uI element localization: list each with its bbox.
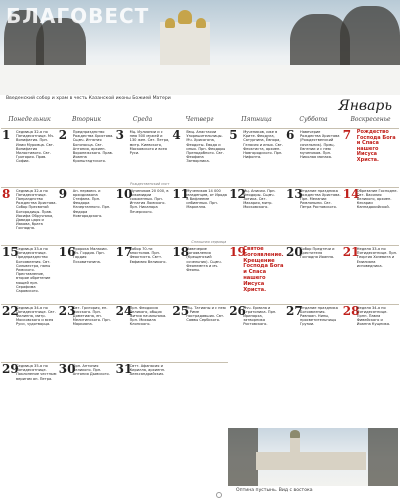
watermark-logo: БЛАГОВЕСТ <box>6 4 150 28</box>
day-number: 3 <box>115 128 124 142</box>
day-cell-feast <box>342 128 399 187</box>
day-cell <box>285 304 342 363</box>
day-saints: Седмица 34-я по Пятидесятнице. Свт. Филиппа, митр. Московского и всея Руси, чудотворца. <box>16 305 56 327</box>
day-saints: Неделя 34-я по Пятидесятнице. Прпп. Павла Фивейского и Иоанна Кущника. <box>356 305 391 327</box>
day-cell <box>285 128 342 187</box>
day-saints: Седмица 35-я по Пятидесятнице. Поклонение честным веригам ап. Петра. <box>16 364 57 381</box>
day-cell <box>58 245 115 304</box>
day-saints: Мц. Анисии. Прп. Феодоры. Сщмч. Зотика. Свт. Макария, митр. Московского. <box>243 188 276 210</box>
week-note: Сплошная седмица <box>191 240 227 244</box>
day-saints: Святое Богоявление. Крещение Господа Бога и Спаса нашего Иисуса Христа. <box>243 246 284 293</box>
day-cell <box>1 304 58 363</box>
day-cell <box>58 362 115 421</box>
day-number: 13 <box>286 186 303 201</box>
weekday-mon: Понедельник <box>8 116 51 123</box>
day-cell <box>115 245 172 304</box>
day-number: 23 <box>58 303 76 318</box>
day-cell <box>342 187 399 246</box>
day-number: 9 <box>58 186 68 201</box>
day-cell <box>115 304 172 363</box>
day-number: 6 <box>286 128 295 142</box>
day-saints: Вмц. Анастасии Узорешительницы. Мч. Хрисогона, Феодоты. Евода и иных. Прп. Феодоры Преподобного. Свт. Феофана Затворника. <box>186 130 226 164</box>
day-cell <box>58 304 115 363</box>
day-number: 31 <box>115 362 133 376</box>
day-saints: Отдание праздника Богоявления. Равноап. Нины, просветительницы Грузии. <box>300 305 338 327</box>
day-number: 15 <box>2 245 19 259</box>
day-saints: Седмица 32-я по Пятидесятнице. Попразднство Рождества Христова. Собор Пресвятой Богородицы. Прав. Иосифа Обручника, Давида царя и Иакова, брата Господня. <box>16 188 57 231</box>
day-saints: Навечерие Богоявления (Крещенский сочельник). Сщмч. Феопемпта и мч. Феоны. <box>186 247 222 273</box>
day-cell <box>342 245 399 304</box>
day-cell <box>115 187 172 246</box>
day-number: 26 <box>229 303 246 318</box>
day-cell <box>58 187 115 246</box>
day-saints: Свтт. Афанасия и Кирилла, архиепп. Александрийских. <box>129 364 166 377</box>
day-saints: Свт. Григория, еп. Нисского. Прп. Дометиана, еп. Мелитинского. Прп. Маркиана. <box>72 305 111 327</box>
day-number: 21 <box>342 245 360 259</box>
day-saints: Отдание праздника Рождества Христова. Прп. Мелании Римляныни. Свт. Петра Ростовского. <box>300 188 341 210</box>
day-cell <box>171 245 228 304</box>
bottom-photo <box>228 428 398 486</box>
day-saints: Мц. Татианы и с нею в Риме пострадавших. Свт. Саввы Сербского. <box>186 305 226 323</box>
weekday-wed: Среда <box>132 116 153 123</box>
day-number: 5 <box>229 128 238 142</box>
fast-note: Рождественский пост <box>130 181 170 186</box>
day-cell <box>1 187 58 246</box>
photo-caption-top: Введенский собор и храм в честь Казанской иконы Божией Матери <box>6 96 171 101</box>
day-number: 7 <box>342 128 352 142</box>
weekday-fri: Пятница <box>241 116 272 123</box>
day-saints: Прп. Феодосия Великого, общих жития начальника. Прп. Михаила Клопского. <box>129 305 167 327</box>
day-number: 14 <box>342 186 360 201</box>
day-saints: Предпразднство Рождества Христова. Сщмч. Игнатия Богоносца. Свт. Антония, архиеп. Воронежского. Прав. Иоанна Кронштадтского. <box>72 130 114 164</box>
day-cell <box>171 128 228 187</box>
day-cell-empty <box>171 362 228 421</box>
day-number: 18 <box>172 245 190 259</box>
day-cell-feast <box>228 245 285 304</box>
day-cell <box>228 128 285 187</box>
day-number: 16 <box>58 245 76 259</box>
day-cell <box>228 187 285 246</box>
day-number: 1 <box>2 128 11 142</box>
hanger-ring <box>216 492 222 498</box>
day-number: 20 <box>286 245 303 259</box>
day-saints: Рождество Господа Бога и Спаса нашего Иисуса Христа. <box>356 129 396 163</box>
day-cell <box>115 128 172 187</box>
day-number: 30 <box>58 362 76 376</box>
day-number: 11 <box>172 186 190 201</box>
day-cell <box>115 362 172 421</box>
day-cell <box>285 187 342 246</box>
day-saints: Мц. Иулиании и с нею 500 мужей и 130 жен. Свт. Петра, митр. Киевского, Московского и всея Руси. <box>129 130 170 156</box>
day-cell <box>228 304 285 363</box>
weekday-thu: Четверг <box>185 116 214 123</box>
day-saints: Собор 70-ти апостолов. Прп. Феоктиста. Свтт. Евфимия Великого. <box>129 247 167 264</box>
day-cell <box>171 304 228 363</box>
day-number: 22 <box>2 303 19 318</box>
day-saints: Навечерие Рождества Христова (Рождественский сочельник). Прмц. Евгении и с нею мучеников. Прп. Николая монаха. <box>300 130 340 160</box>
day-saints: Обрезание Господне. Свт. Василия Великого, архиеп. Кесарии Каппадокийской. <box>356 188 398 210</box>
day-saints: Неделя 33-я по Пятидесятнице. Прп. Георгия Хозевита и Емилиана исповедника. <box>356 247 398 268</box>
day-saints: Мчч. Ермила и Стратоника. Прп. Иринарха, затворника Ростовского. <box>243 305 277 327</box>
day-number: 4 <box>172 128 181 142</box>
day-saints: Пророка Малахии. Мч. Гордия. Прп. Гордия Псковитянина. <box>72 247 108 264</box>
day-cell <box>58 128 115 187</box>
day-number: 28 <box>342 303 360 318</box>
day-saints: Мучеников 14 000 младенцев, от Ирода в Вифлееме избиенных. Прп. Маркелла. <box>186 188 227 210</box>
weekday-sat: Суббота <box>299 116 328 123</box>
day-cell <box>1 245 58 304</box>
day-cell <box>1 128 58 187</box>
day-saints: Ап. первомч. и архидиакона Стефана. Прп. Феодора Начертанного. Прп. Федора Новгородского. <box>72 188 111 218</box>
day-number: 24 <box>115 303 133 318</box>
weekday-tue: Вторник <box>72 116 101 123</box>
day-number: 27 <box>286 303 303 318</box>
day-number: 19 <box>229 245 246 259</box>
day-number: 8 <box>2 186 11 201</box>
day-number: 29 <box>2 362 19 376</box>
month-title: Январь <box>338 98 392 114</box>
photo-caption-bottom: Оптина пустынь. Вид с востока <box>236 488 313 493</box>
day-number: 2 <box>58 128 68 142</box>
day-number: 12 <box>229 186 246 201</box>
day-cell <box>342 304 399 363</box>
day-number: 10 <box>115 186 133 201</box>
day-cell <box>171 187 228 246</box>
day-saints: Прп. Антония Великого. Прп. Антония Дымского. <box>72 364 110 377</box>
day-cell <box>285 245 342 304</box>
day-number: 25 <box>172 303 190 318</box>
day-cell <box>1 362 58 421</box>
day-saints: Седмица 32-я по Пятидесятнице. Мч. Вонифатия. Прп. Илии Муромца. Свт. Вонифатия Милостивого. Свт. Григория. Прав. Софии. <box>16 130 55 164</box>
weekday-header <box>0 116 400 128</box>
day-saints: Собор Предтечи и Крестителя Господня Иоанна. <box>300 247 335 260</box>
weekday-sun: Воскресенье <box>350 116 391 123</box>
day-saints: Мучеников 20 000, в Никомидии сожженных. Прп. Игнатия Ломского. Прп. Никанора Печерского. <box>129 188 169 214</box>
day-saints: Седмица 33-я по Пятидесятнице. Предпразднство Богоявления. Свт. Сильвестра, папы Римского. Преставление, второе обретение мощей прп. Серафима Саровского. <box>16 247 51 294</box>
day-number: 17 <box>115 245 133 259</box>
day-saints: Мучеников, иже в Крите. Феодула, Сатурнина, Евпора, Геласия и иных. Свт. Феоктиста, архиеп. Новгородского. Прп. Нифонта. <box>243 130 283 160</box>
